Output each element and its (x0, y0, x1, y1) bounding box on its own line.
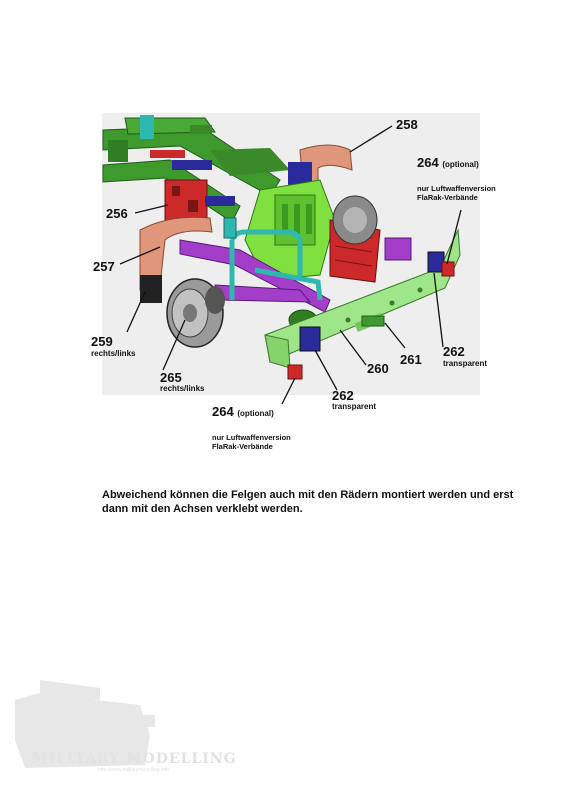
part-label-259: 259 (91, 334, 113, 349)
note-luftwaffe-bottom: nur Luftwaffenversion FlaRak-Verbände (212, 433, 291, 452)
part-number: 264 (212, 404, 234, 419)
part-label-262-bottom: 262 (332, 388, 354, 403)
rear-wheel (333, 196, 377, 244)
part-label-258: 258 (396, 117, 418, 132)
part-label-262-right: 262 (443, 344, 465, 359)
part-label-257: 257 (93, 259, 115, 274)
assembly-instruction: Abweichend können die Felgen auch mit den Rädern montiert werden und erst dann mit den Achsen verklebt werden. (102, 489, 514, 516)
watermark-name: MILITARY MODELLING (32, 751, 237, 767)
optional-tag: (optional) (237, 409, 274, 418)
side-tag-265: rechts/links (160, 384, 205, 393)
part-label-264-bottom (212, 405, 274, 418)
tow-hook-261 (362, 316, 384, 326)
part-label-264-top (417, 156, 479, 169)
part-number: 264 (417, 155, 439, 170)
front-wheel-265 (167, 279, 225, 347)
part-label-260: 260 (367, 361, 389, 376)
note-luftwaffe-top: nur Luftwaffenversion FlaRak-Verbände (417, 184, 496, 203)
transparent-tag-bottom: transparent (332, 402, 377, 411)
watermark-url: http://www.militarymodelling.info (98, 767, 170, 773)
side-tag-259: rechts/links (91, 349, 136, 358)
part-label-261: 261 (400, 352, 422, 367)
part-label-265: 265 (160, 370, 182, 385)
part-label-256: 256 (106, 206, 128, 221)
transparent-tag-right: transparent (443, 359, 488, 368)
optional-tag: (optional) (442, 160, 479, 169)
